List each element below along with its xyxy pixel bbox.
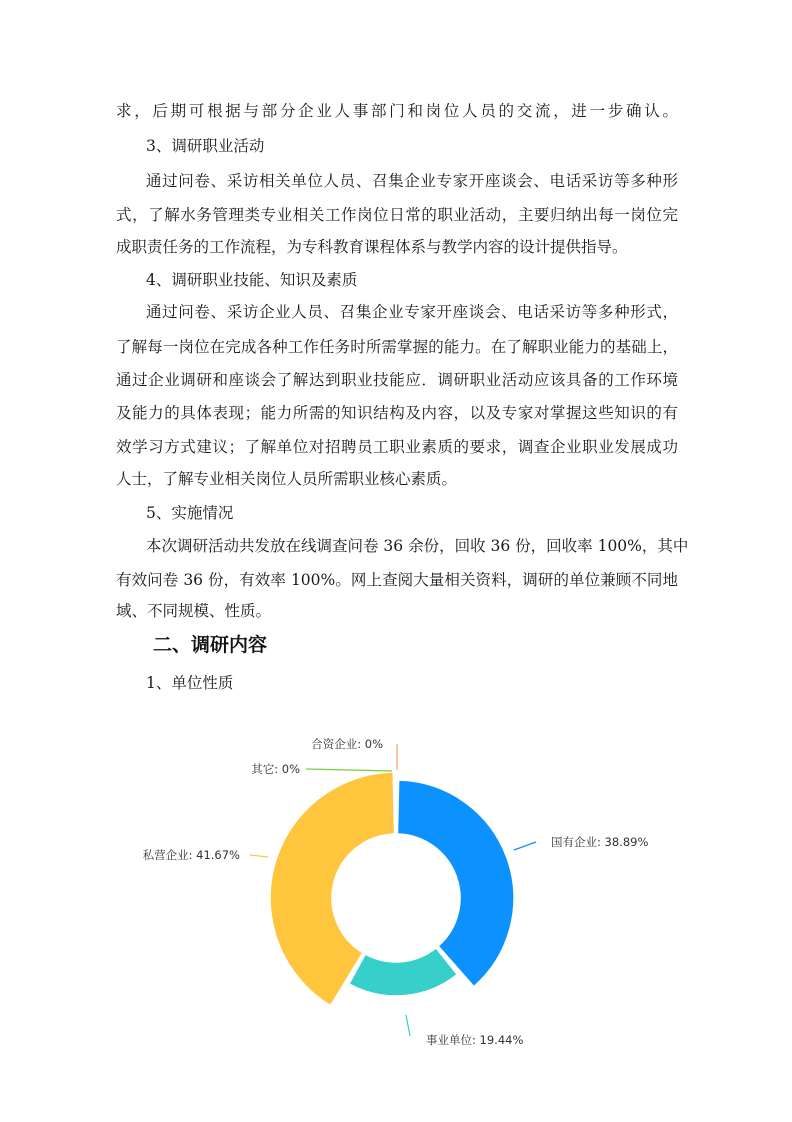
paragraph-line: 有效问卷 36 份，有效率 100%。网上查阅大量相关资料，调研的单位兼顾不同地 (116, 571, 678, 589)
slice-label: 国有企业: 38.89% (551, 835, 649, 849)
paragraph-line: 效学习方式建议；了解单位对招聘员工职业素质的要求，调查企业职业发展成功 (116, 438, 678, 456)
label-leader-line (514, 842, 536, 850)
paragraph-line: 人士，了解专业相关岗位人员所需职业核心素质。 (116, 470, 458, 488)
paragraph-line: 及能力的具体表现；能力所需的知识结构及内容，以及专家对掌握这些知识的有 (116, 404, 678, 422)
paragraph-line: 了解每一岗位在完成各种工作任务时所需掌握的能力。在了解职业能力的基础上， (116, 338, 678, 356)
label-leader-line (306, 769, 392, 771)
donut-slice (397, 780, 514, 987)
donut-slice (349, 948, 457, 996)
section-heading: 二、调研内容 (153, 634, 268, 656)
paragraph-line: 求，后期可根据与部分企业人事部门和岗位人员的交流，进一步确认。 (116, 102, 678, 120)
subsection-heading-3: 3、调研职业活动 (146, 137, 265, 155)
paragraph-line: 成职责任务的工作流程，为专科教育课程体系与教学内容的设计提供指导。 (116, 238, 628, 256)
slice-label: 私营企业: 41.67% (142, 848, 240, 862)
paragraph-line: 域、不同规模、性质。 (116, 602, 272, 620)
slice-label: 其它: 0% (251, 762, 300, 776)
paragraph-line: 式，了解水务管理类专业相关工作岗位日常的职业活动，主要归纳出每一岗位完 (116, 206, 678, 224)
slice-label: 事业单位: 19.44% (426, 1033, 524, 1047)
subsection-heading-5: 5、实施情况 (146, 504, 234, 522)
label-leader-line (250, 855, 268, 857)
slice-label: 合资企业: 0% (311, 737, 383, 751)
paragraph-line: 通过企业调研和座谈会了解达到职业技能应．调研职业活动应该具备的工作环境 (116, 371, 678, 389)
paragraph-line: 通过问卷、采访相关单位人员、召集企业专家开座谈会、电话采访等多种形 (146, 172, 678, 190)
paragraph-line: 通过问卷、采访企业人员、召集企业专家开座谈会、电话采访等多种形式， (146, 303, 678, 321)
subsection-heading-4: 4、调研职业技能、知识及素质 (146, 271, 358, 289)
subheading-unit-nature: 1、单位性质 (146, 674, 234, 692)
label-leader-line (406, 1015, 410, 1036)
paragraph-line: 本次调研活动共发放在线调查问卷 36 余份，回收 36 份，回收率 100%，其中 (146, 537, 689, 555)
